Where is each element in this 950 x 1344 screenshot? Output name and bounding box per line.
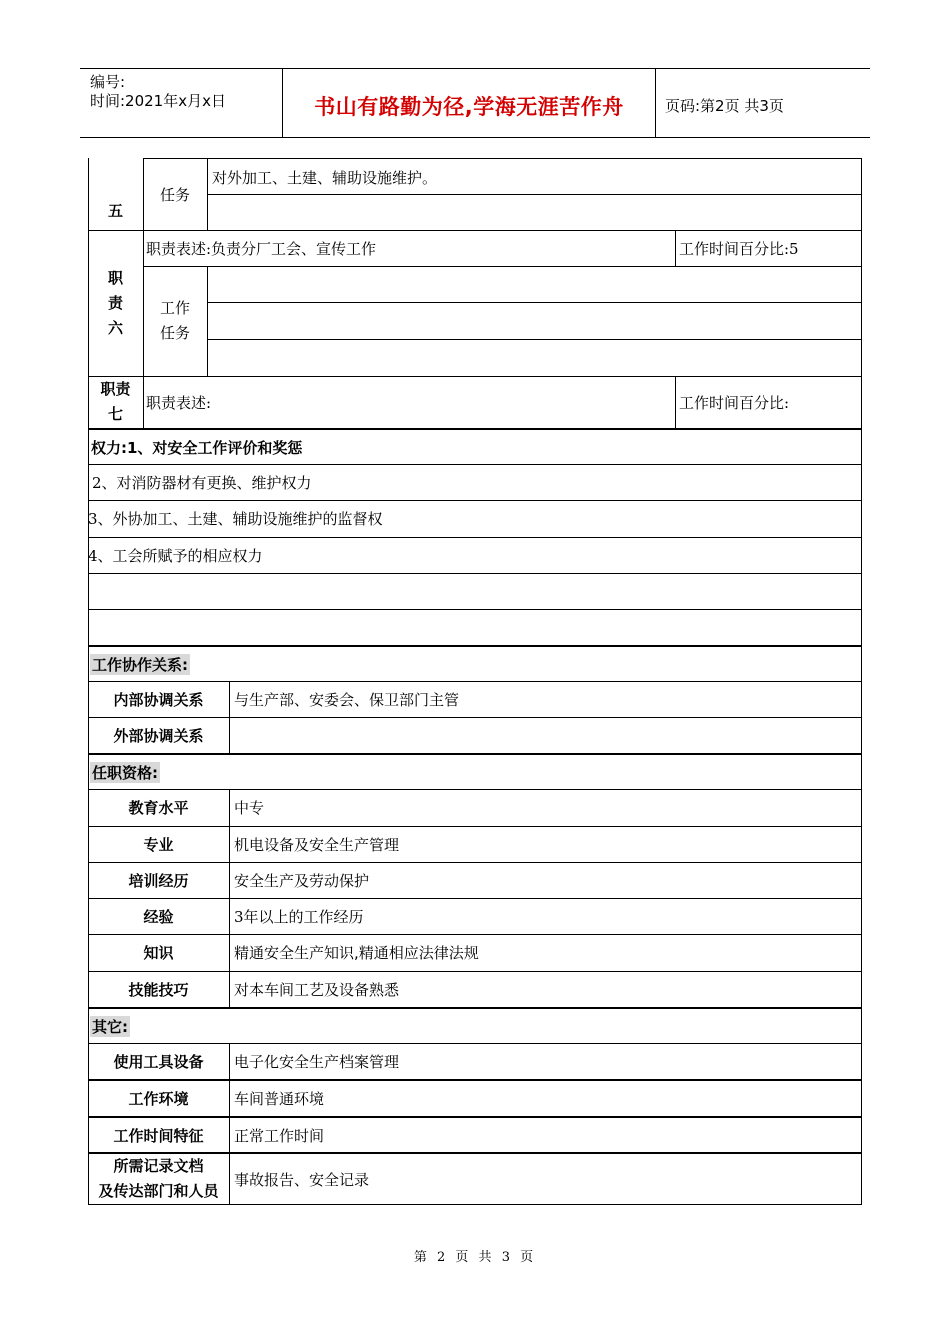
qualification-value: 3年以上的工作经历	[234, 907, 364, 926]
header-motto: 书山有路勤为径,学海无涯苦作舟	[314, 95, 624, 119]
qualification-label: 教育水平	[128, 799, 189, 817]
duty6-task-label	[143, 266, 207, 376]
qualification-value: 中专	[234, 799, 265, 817]
table-border-right	[861, 158, 862, 1204]
duty6-time-percent: 工作时间百分比:5	[679, 239, 799, 258]
duty6-description: 职责表述:负责分厂工会、宣传工作	[146, 239, 377, 258]
other-value: 车间普通环境	[234, 1089, 325, 1108]
qualification-label: 专业	[143, 835, 174, 854]
authority-title: 权力:1、对安全工作评价和奖惩	[91, 438, 303, 457]
page-footer: 第 2 页 共 3 页	[413, 1250, 537, 1265]
section-divider	[88, 1007, 862, 1009]
qualification-title	[90, 755, 160, 789]
section-divider	[88, 645, 862, 647]
qualification-label: 经验	[143, 907, 174, 926]
page-header	[80, 68, 870, 138]
duty7-time-percent: 工作时间百分比:	[679, 393, 790, 412]
qualification-label: 知识	[143, 944, 174, 962]
row-divider	[207, 339, 861, 340]
col-divider	[675, 230, 676, 266]
row-divider	[143, 266, 861, 267]
qualification-label: 技能技巧	[128, 980, 189, 999]
row-divider	[143, 158, 861, 159]
col-divider	[207, 266, 208, 376]
col-divider	[229, 1043, 230, 1204]
other-value: 正常工作时间	[234, 1126, 325, 1145]
qualification-label: 培训经历	[128, 871, 189, 890]
page-indicator: 页码:第2页 共3页	[665, 97, 784, 115]
other-label-line: 所需记录文档	[113, 1157, 204, 1175]
authority-item: 4、工会所赋予的相应权力	[88, 546, 263, 565]
other-value: 电子化安全生产档案管理	[234, 1052, 400, 1071]
duty5-task-label: 任务	[159, 185, 190, 204]
row-divider	[207, 302, 861, 303]
other-title-text: 其它:	[92, 1017, 128, 1036]
other-label-line: 及传达部门和人员	[98, 1182, 219, 1200]
cooperation-title	[90, 647, 190, 681]
cooperation-title-text: 工作协作关系:	[92, 655, 188, 674]
duty6-task-label-line: 任务	[159, 324, 190, 342]
qualification-value: 机电设备及安全生产管理	[234, 835, 400, 854]
authority-item: 3、外协加工、土建、辅助设施维护的监督权	[88, 510, 383, 528]
qualification-value: 精通安全生产知识,精通相应法律法规	[234, 944, 479, 962]
section-divider	[88, 753, 862, 755]
qualification-title-text: 任职资格:	[92, 763, 158, 782]
duty7-label-line: 职责	[100, 380, 131, 398]
qualification-value: 对本车间工艺及设备熟悉	[234, 980, 400, 999]
authority-item: 2、对消防器材有更换、维护权力	[92, 473, 312, 492]
other-value: 事故报告、安全记录	[234, 1170, 370, 1189]
duty7-description: 职责表述:	[146, 393, 212, 412]
qualification-value: 安全生产及劳动保护	[234, 871, 370, 890]
other-label: 工作时间特征	[113, 1126, 204, 1145]
col-divider	[675, 376, 676, 430]
duty5-number: 五	[107, 201, 123, 220]
document-time: 时间:2021年x月x日	[90, 92, 226, 110]
duty6-label-line: 六	[107, 318, 123, 337]
cooperation-label: 内部协调关系	[113, 690, 204, 709]
header-divider	[655, 69, 656, 137]
duty6-task-label-line: 工作	[159, 299, 190, 317]
duty6-label-line: 职	[107, 268, 123, 287]
duty7-label-line: 七	[107, 405, 123, 423]
document-number: 编号:	[90, 73, 126, 91]
duty7-label	[88, 376, 143, 428]
table-border-bottom	[88, 1204, 862, 1205]
duty6-label	[88, 230, 143, 376]
cooperation-label: 外部协调关系	[113, 726, 204, 745]
row-divider	[88, 573, 861, 574]
row-divider	[88, 609, 861, 610]
other-label: 工作环境	[128, 1089, 189, 1108]
duty5-task-1: 对外加工、土建、辅助设施维护。	[212, 168, 438, 187]
duty6-label-line: 责	[107, 293, 123, 312]
other-label: 使用工具设备	[113, 1052, 204, 1071]
other-label	[88, 1154, 229, 1204]
row-divider	[207, 194, 861, 195]
other-title	[90, 1009, 130, 1043]
cooperation-value: 与生产部、安委会、保卫部门主管	[234, 690, 460, 709]
